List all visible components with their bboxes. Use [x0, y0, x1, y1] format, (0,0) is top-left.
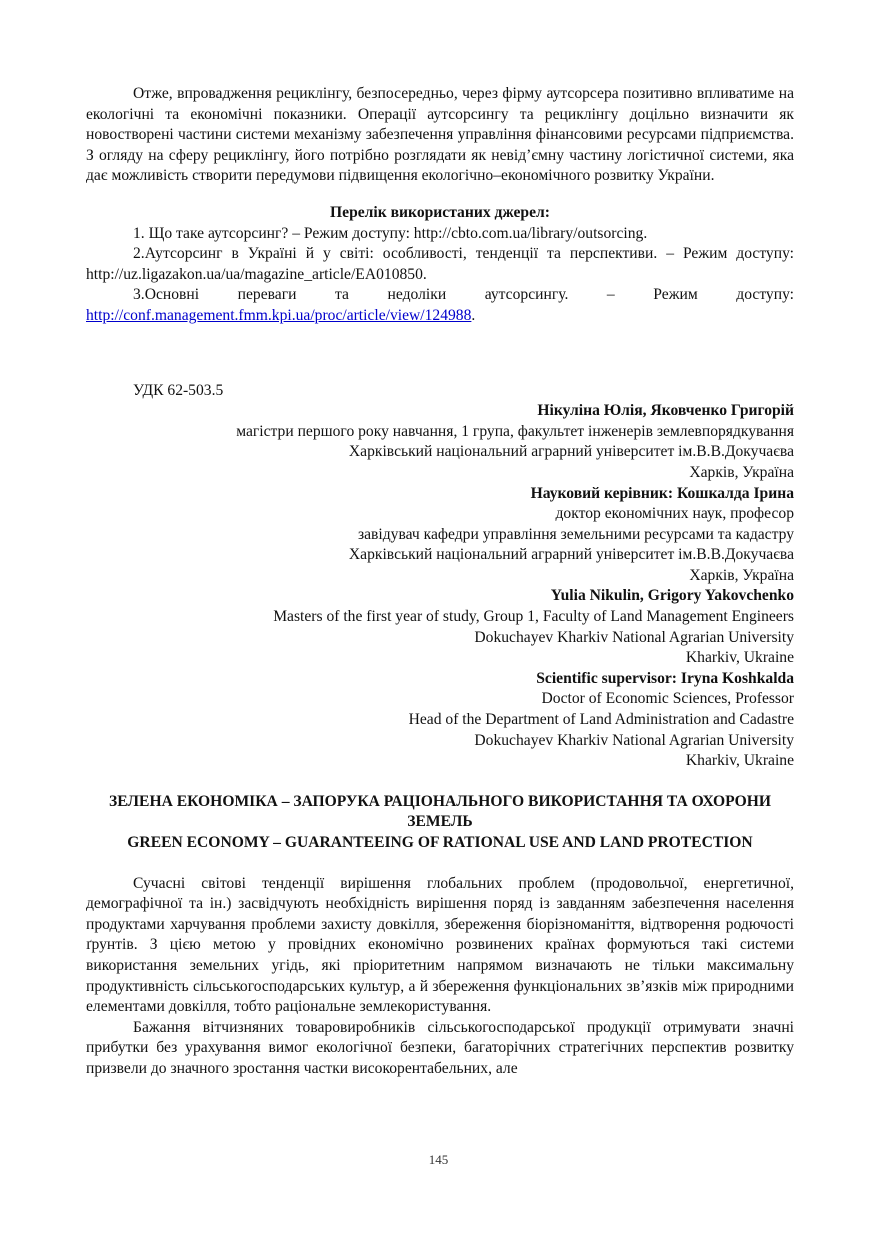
supervisor-en-position: Head of the Department of Land Administration and Cadastre: [408, 711, 794, 729]
authors-en-names: Yulia Nikulin, Grigory Yakovchenko: [550, 587, 794, 605]
authors-ua-university: Харківський національний аграрний університет ім.В.В.Докучаєва: [348, 443, 794, 461]
supervisor-ua-degree: доктор економічних наук, професор: [555, 505, 794, 523]
supervisor-en-university: Dokuchayev Kharkiv National Agrarian University: [474, 731, 794, 749]
supervisor-en-name: Scientific supervisor: Iryna Koshkalda: [536, 669, 794, 687]
supervisor-en-city: Kharkiv, Ukraine: [685, 752, 794, 770]
body-paragraph-2: Бажання вітчизняних товаровиробників сільськогосподарської продукції отримувати значні прибутки без урахування вимог екологічної безпеки, багаторічних стратегічних перспектив розвитку призвели до значного зростання частки високорентабельних, але: [86, 1018, 794, 1077]
reference-link[interactable]: http://conf.management.fmm.kpi.ua/proc/article/view/124988: [86, 306, 472, 324]
spacer: [86, 327, 794, 381]
supervisor-ua-university: Харківський національний аграрний університет ім.В.В.Докучаєва: [348, 546, 794, 564]
spacer: [86, 854, 794, 874]
reference-item-3-text: 3.Основні переваги та недоліки аутсорсингу. – Режим доступу:: [133, 286, 794, 304]
title-en: GREEN ECONOMY – GUARANTEEING OF RATIONAL USE AND LAND PROTECTION: [127, 834, 753, 851]
body-paragraph-1: Сучасні світові тенденції вирішення глобальних проблем (продовольчої, енергетичної, демографічної та ін.) засвідчують необхідність вирішення поряд із завданням забезпечення населення продуктами харчування проблеми захисту довкілля, збереження біорізноманіття, відтворення родючості ґрунтів. З цією метою у провідних економічно розвинених країнах формуються такі системи використання земельних угідь, які пріоритетним напрямом визначають не тільки максимальну продуктивність сільськогосподарських культур, а й збереження функціональних зв’язків між природними елементами довкілля, тобто раціональне землекористування.: [86, 874, 794, 1016]
supervisor-ua-position: завідувач кафедри управління земельними ресурсами та кадастру: [357, 525, 794, 543]
spacer: [86, 187, 794, 203]
page-number: 145: [428, 1152, 449, 1167]
authors-ua-city: Харків, Україна: [689, 463, 794, 481]
udk-code: УДК 62-503.5: [133, 381, 224, 399]
reference-item-3-end: .: [471, 306, 476, 324]
authors-ua-names: Нікуліна Юлія, Яковченко Григорій: [537, 402, 794, 420]
supervisor-ua-city: Харків, Україна: [689, 566, 794, 584]
reference-item-3: [86, 285, 794, 306]
spacer: [86, 772, 794, 792]
title-ua: ЗЕЛЕНА ЕКОНОМІКА – ЗАПОРУКА РАЦІОНАЛЬНОГО ВИКОРИСТАННЯ ТА ОХОРОНИ ЗЕМЕЛЬ: [109, 792, 771, 831]
intro-paragraph: Отже, впровадження рециклінгу, безпосередньо, через фірму аутсорсера позитивно впливатиме на екологічні та економічні показники. Операції аутсорсингу та рециклінгу доцільно визначити як новостворені частини системи механізму забезпечення управління фінансовими ресурсами підприємства. З огляду на сферу рециклінгу, його потрібно розглядати як невід’ємну частину логістичної системи, яка дає можливість створити передумови підвищення екологічно–економічного розвитку України.: [86, 85, 794, 185]
supervisor-en-degree: Doctor of Economic Sciences, Professor: [541, 690, 794, 708]
authors-en-university: Dokuchayev Kharkiv National Agrarian University: [474, 628, 794, 646]
reference-item-2: 2.Аутсорсинг в Україні й у світі: особливості, тенденції та перспективи. – Режим доступу: http://uz.ligazakon.ua/ua/magazine_article/EA010850.: [86, 245, 794, 283]
supervisor-ua-name: Науковий керівник: Кошкалда Ірина: [530, 484, 794, 502]
references-heading: Перелік використаних джерел:: [330, 203, 550, 221]
page-content: [86, 84, 794, 1080]
authors-en-position: Masters of the first year of study, Group 1, Faculty of Land Management Engineers: [273, 608, 794, 626]
reference-item-3-link-line: [86, 306, 794, 327]
authors-en-city: Kharkiv, Ukraine: [685, 649, 794, 667]
reference-item-1: 1. Що таке аутсорсинг? – Режим доступу: http://cbto.com.ua/library/outsorcing.: [133, 224, 648, 242]
authors-ua-position: магістри першого року навчання, 1 група, факультет інженерів землевпорядкування: [236, 422, 794, 440]
